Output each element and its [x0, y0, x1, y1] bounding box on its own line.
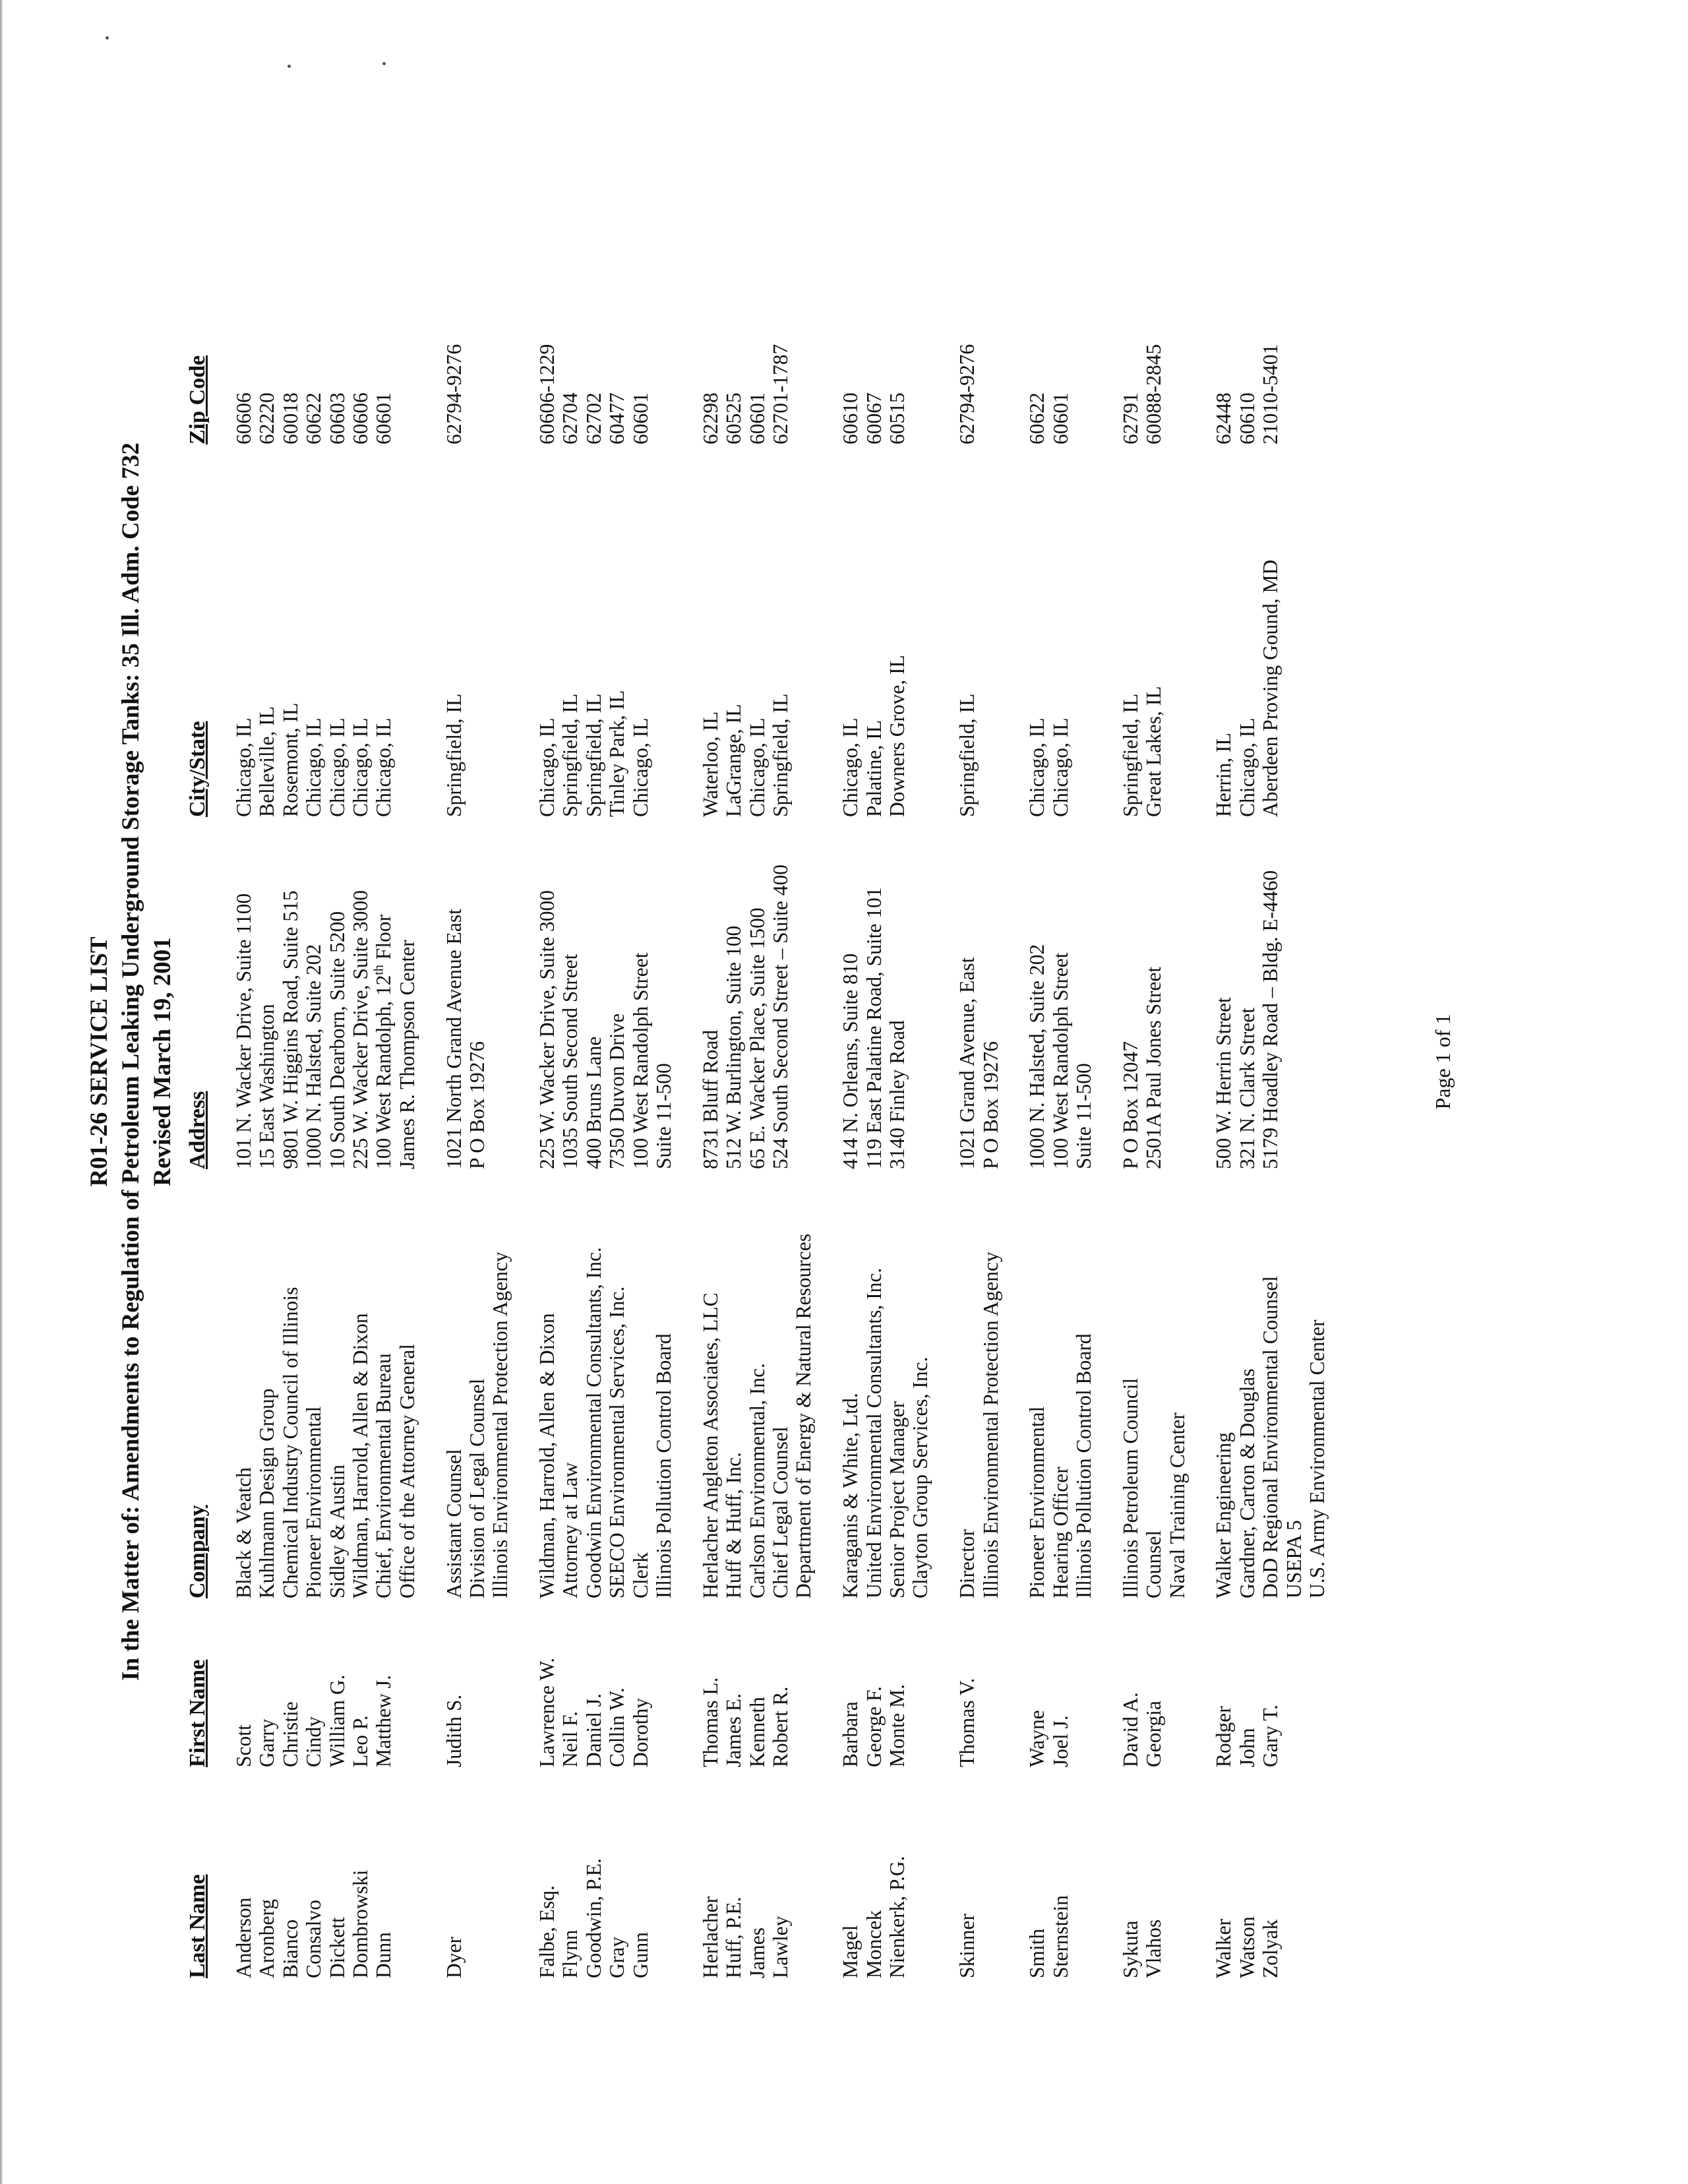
cell-first: Daniel J. — [582, 1693, 605, 1767]
row-spacer — [512, 119, 535, 1978]
cell-zip: 60067 — [862, 392, 886, 444]
cell-company: Illinois Environmental Protection Agency — [489, 1252, 512, 1598]
cell-last: James — [745, 1927, 769, 1978]
cell-zip: 62794-9276 — [955, 344, 979, 444]
cell-first: Collin W. — [605, 1687, 629, 1767]
cell-company: Wildman, Harrold, Allen & Dixon — [535, 1313, 559, 1598]
cell-address: Suite 11-500 — [1072, 1063, 1096, 1169]
table-row — [349, 119, 372, 1978]
cell-city: Aberdeen Proving Gound, MD — [1259, 559, 1282, 817]
cell-company: Office of the Attorney General — [395, 1343, 419, 1598]
table-row — [582, 119, 605, 1978]
cell-city: Chicago, IL — [372, 717, 396, 817]
table-row — [466, 119, 489, 1978]
table-row — [839, 119, 862, 1978]
table-row — [769, 119, 792, 1978]
cell-zip: 62701-1787 — [768, 344, 792, 444]
cell-zip: 62220 — [255, 392, 279, 444]
cell-first: David A. — [1118, 1692, 1142, 1767]
table-row — [1166, 119, 1189, 1978]
cell-company: Assistant Counsel — [442, 1449, 466, 1598]
cell-last: Dyer — [442, 1937, 466, 1978]
table-row — [955, 119, 979, 1978]
cell-city: Springfield, IL — [582, 693, 605, 817]
cell-zip: 62704 — [558, 392, 582, 444]
cell-last: Walker — [1212, 1918, 1236, 1978]
cell-first: John — [1235, 1728, 1259, 1767]
cell-city: Springfield, IL — [442, 693, 466, 817]
scan-speck — [287, 65, 291, 68]
cell-address: 7350 Duvon Drive — [605, 1013, 629, 1169]
column-header-first-name: First Name — [185, 1659, 210, 1767]
table-row — [1142, 119, 1165, 1978]
cell-last: Falbe, Esq. — [535, 1885, 559, 1978]
cell-first: Cindy — [302, 1716, 326, 1767]
cell-company: Herlacher Angleton Associates, LLC — [698, 1292, 722, 1598]
cell-company: SEECO Environmental Services, Inc. — [605, 1286, 629, 1598]
cell-address: 3140 Finley Road — [885, 1020, 909, 1169]
cell-company: Kuhlmann Design Group — [255, 1388, 279, 1598]
cell-company: Department of Energy & Natural Resources — [792, 1233, 816, 1598]
cell-zip: 60088-2845 — [1142, 344, 1166, 444]
cell-address: 1035 South Second Street — [558, 954, 582, 1169]
cell-last: Watson — [1235, 1916, 1259, 1978]
cell-zip: 60610 — [839, 392, 862, 444]
cell-zip: 62298 — [698, 392, 722, 444]
cell-zip: 62448 — [1212, 392, 1236, 444]
cell-last: Huff, P.E. — [722, 1896, 746, 1978]
cell-last: Goodwin, P.E. — [582, 1858, 605, 1978]
table-row — [1049, 119, 1072, 1978]
cell-first: Matthew J. — [372, 1675, 396, 1767]
cell-first: Barbara — [839, 1701, 862, 1767]
table-row — [255, 119, 278, 1978]
cell-company: Black & Veatch — [232, 1467, 255, 1598]
cell-first: Neil F. — [558, 1711, 582, 1767]
cell-first: William G. — [325, 1674, 349, 1767]
cell-zip: 60601 — [372, 392, 396, 444]
table-row — [605, 119, 628, 1978]
cell-city: Rosemont, IL — [278, 702, 302, 817]
cell-address: 100 West Randolph Street — [1048, 952, 1072, 1169]
cell-address: P O Box 12047 — [1118, 1041, 1142, 1169]
cell-address: 9801 W. Higgins Road, Suite 515 — [278, 890, 302, 1169]
cell-company: Naval Training Center — [1165, 1412, 1189, 1598]
cell-company: Attorney at Law — [558, 1462, 582, 1598]
cell-first: Thomas V. — [955, 1678, 979, 1767]
cell-last: Bianco — [278, 1919, 302, 1978]
cell-company: USEPA 5 — [1282, 1520, 1306, 1598]
cell-address: 500 W. Herrin Street — [1212, 997, 1236, 1169]
cell-address: 414 N. Orleans, Suite 810 — [839, 953, 862, 1169]
cell-zip: 62791 — [1118, 392, 1142, 444]
cell-company: Sidley & Austin — [325, 1464, 349, 1598]
cell-city: Chicago, IL — [348, 717, 372, 817]
cell-first: Judith S. — [442, 1694, 466, 1767]
table-row — [629, 119, 652, 1978]
cell-city: Chicago, IL — [232, 717, 255, 817]
cell-first: Leo P. — [348, 1715, 372, 1767]
cell-address: Suite 11-500 — [652, 1063, 676, 1169]
cell-city: LaGrange, IL — [722, 704, 746, 817]
cell-last: Skinner — [955, 1914, 979, 1978]
cell-company: Carlson Environmental, Inc. — [745, 1363, 769, 1598]
cell-company: Wildman, Harrold, Allen & Dixon — [348, 1313, 372, 1598]
cell-last: Sternstein — [1048, 1895, 1072, 1978]
cell-last: Vlahos — [1142, 1919, 1166, 1978]
table-row — [1119, 119, 1142, 1978]
cell-city: Downers Grove, IL — [885, 655, 909, 817]
table-row — [302, 119, 325, 1978]
cell-first: Thomas L. — [698, 1677, 722, 1767]
cell-company: Chemical Industry Council of Illinois — [278, 1287, 302, 1598]
cell-company: Chief, Environmental Bureau — [372, 1353, 396, 1598]
document-revised-date: Revised March 19, 2001 — [149, 937, 176, 1186]
row-spacer — [816, 119, 839, 1978]
cell-first: Gary T. — [1259, 1704, 1282, 1767]
table-row — [372, 119, 395, 1978]
cell-first: George F. — [862, 1686, 886, 1767]
document-matter: In the Matter of: Amendments to Regulation of Petroleum Leaking Underground Storage Tanks: 35 Ill. Adm. Code 732 — [117, 442, 144, 1681]
table-row — [396, 119, 419, 1978]
cell-zip: 60622 — [302, 392, 326, 444]
table-row — [558, 119, 582, 1978]
cell-address: 512 W. Burlington, Suite 100 — [722, 925, 746, 1169]
cell-city: Chicago, IL — [535, 717, 559, 817]
document-title: R01-26 SERVICE LIST — [86, 936, 113, 1187]
service-list-page — [66, 106, 1490, 2018]
table-row — [886, 119, 909, 1978]
table-row — [489, 119, 512, 1978]
table-row — [1259, 119, 1282, 1978]
scan-speck — [382, 62, 386, 65]
cell-zip: 60606 — [232, 392, 255, 444]
cell-company: Division of Legal Counsel — [465, 1378, 489, 1598]
cell-address: 524 South Second Street – Suite 400 — [768, 864, 792, 1169]
table-body — [232, 119, 1329, 1978]
cell-first: Lawrence W. — [535, 1657, 559, 1767]
cell-first: Rodger — [1212, 1706, 1236, 1767]
cell-city: Springfield, IL — [955, 693, 979, 817]
row-spacer — [1095, 119, 1118, 1978]
cell-last: Herlacher — [698, 1896, 722, 1978]
table-row — [746, 119, 769, 1978]
cell-last: Sykuta — [1118, 1920, 1142, 1978]
cell-last: Magel — [839, 1925, 862, 1978]
table-row — [652, 119, 675, 1978]
cell-zip: 21010-5401 — [1259, 344, 1282, 444]
cell-zip: 60622 — [1025, 392, 1049, 444]
cell-address: 15 East Washington — [255, 1004, 279, 1169]
table-row — [326, 119, 349, 1978]
cell-first: Wayne — [1025, 1710, 1049, 1767]
cell-first: Christie — [278, 1701, 302, 1767]
cell-company: Walker Engineering — [1212, 1432, 1236, 1598]
column-header-company: Company — [185, 1505, 210, 1598]
cell-zip: 60601 — [745, 392, 769, 444]
cell-last: Dunn — [372, 1932, 396, 1978]
cell-last: Aronberg — [255, 1898, 279, 1978]
cell-address: 400 Bruns Lane — [582, 1036, 605, 1169]
table-row — [1025, 119, 1048, 1978]
cell-first: Kenneth — [745, 1697, 769, 1767]
cell-company: Illinois Pollution Control Board — [652, 1333, 676, 1598]
table-row — [1212, 119, 1235, 1978]
cell-first: Scott — [232, 1724, 255, 1767]
cell-address: 10 South Dearborn, Suite 5200 — [325, 911, 349, 1169]
cell-company: Clayton Group Services, Inc. — [909, 1356, 932, 1598]
column-header-city-state: City/State — [185, 721, 210, 817]
cell-last: Moncek — [862, 1910, 886, 1978]
cell-company: Illinois Environmental Protection Agency — [979, 1252, 1002, 1598]
table-row — [232, 119, 255, 1978]
cell-first: Garry — [255, 1718, 279, 1767]
cell-last: Consalvo — [302, 1899, 326, 1978]
cell-zip: 60515 — [885, 392, 909, 444]
cell-company: Counsel — [1142, 1530, 1166, 1598]
cell-first: Monte M. — [885, 1684, 909, 1767]
table-row — [722, 119, 745, 1978]
cell-zip: 60601 — [628, 392, 652, 444]
cell-zip: 62794-9276 — [442, 344, 466, 444]
cell-company: Illinois Pollution Control Board — [1072, 1333, 1096, 1598]
cell-city: Tinley Park, IL — [605, 690, 629, 817]
cell-company: Pioneer Environmental — [1025, 1406, 1049, 1598]
cell-zip: 60018 — [278, 392, 302, 444]
cell-address: P O Box 19276 — [979, 1041, 1002, 1169]
cell-zip: 60525 — [722, 392, 746, 444]
cell-company: Gardner, Carton & Douglas — [1235, 1368, 1259, 1598]
cell-zip: 60603 — [325, 392, 349, 444]
table-row — [1072, 119, 1095, 1978]
cell-company: DoD Regional Environmental Counsel — [1259, 1275, 1282, 1598]
cell-company: Karaganis & White, Ltd. — [839, 1393, 862, 1598]
cell-address: James R. Thompson Center — [395, 940, 419, 1169]
cell-city: Springfield, IL — [768, 693, 792, 817]
row-spacer — [1002, 119, 1025, 1978]
cell-company: U.S. Army Environmental Center — [1305, 1320, 1329, 1598]
cell-company: Clerk — [628, 1552, 652, 1598]
cell-address: 5179 Hoadley Road – Bldg. E-4460 — [1259, 870, 1282, 1169]
cell-address: 2501A Paul Jones Street — [1142, 966, 1166, 1169]
cell-address: 1021 North Grand Avenue East — [442, 909, 466, 1169]
cell-zip: 60606-1229 — [535, 344, 559, 444]
column-header-address: Address — [185, 1091, 210, 1169]
cell-first: Dorothy — [628, 1698, 652, 1767]
cell-last: Dombrowski — [348, 1869, 372, 1978]
cell-company: Goodwin Environmental Consultants, Inc. — [582, 1247, 605, 1598]
cell-company: Hearing Officer — [1048, 1467, 1072, 1598]
column-header-zip-code: Zip Code — [185, 355, 210, 444]
cell-first: James E. — [722, 1693, 746, 1767]
cell-last: Anderson — [232, 1897, 255, 1978]
cell-zip: 62702 — [582, 392, 605, 444]
cell-address: 100 West Randolph, 12th Floor — [371, 914, 396, 1169]
cell-city: Chicago, IL — [302, 717, 326, 817]
cell-city: Belleville, IL — [255, 706, 279, 817]
cell-address: P O Box 19276 — [465, 1041, 489, 1169]
cell-last: Flynn — [558, 1929, 582, 1978]
cell-zip: 60601 — [1048, 392, 1072, 444]
table-row — [442, 119, 466, 1978]
row-spacer — [675, 119, 698, 1978]
cell-city: Chicago, IL — [839, 717, 862, 817]
cell-company: Illinois Petroleum Council — [1118, 1378, 1142, 1598]
cell-company: Pioneer Environmental — [302, 1406, 326, 1598]
cell-city: Springfield, IL — [1118, 693, 1142, 817]
cell-last: Nienkerk, P.G. — [885, 1856, 909, 1978]
table-row — [1236, 119, 1259, 1978]
cell-last: Smith — [1025, 1928, 1049, 1978]
cell-zip: 60610 — [1235, 392, 1259, 444]
table-row — [1306, 119, 1329, 1978]
table-row — [535, 119, 558, 1978]
table-row — [792, 119, 815, 1978]
cell-address: 119 East Palatine Road, Suite 101 — [862, 887, 886, 1169]
cell-city: Chicago, IL — [325, 717, 349, 817]
cell-city: Palatine, IL — [862, 720, 886, 817]
cell-address: 65 E. Wacker Place, Suite 1500 — [745, 907, 769, 1169]
cell-city: Chicago, IL — [628, 717, 652, 817]
table-row — [1282, 119, 1306, 1978]
cell-address: 101 N. Wacker Drive, Suite 1100 — [232, 893, 255, 1169]
cell-first: Robert R. — [768, 1686, 792, 1767]
cell-address: 225 W. Wacker Drive, Suite 3000 — [348, 890, 372, 1169]
row-spacer — [1189, 119, 1212, 1978]
cell-last: Zolyak — [1259, 1919, 1282, 1978]
cell-city: Waterloo, IL — [698, 711, 722, 817]
table-row — [699, 119, 722, 1978]
cell-first: Joel J. — [1048, 1715, 1072, 1767]
scan-edge — [0, 0, 3, 2184]
cell-address: 8731 Bluff Road — [698, 1029, 722, 1169]
cell-city: Chicago, IL — [1048, 717, 1072, 817]
cell-address: 1000 N. Halsted, Suite 202 — [1025, 944, 1049, 1169]
cell-company: Director — [955, 1529, 979, 1598]
table-row — [279, 119, 302, 1978]
table-row — [979, 119, 1002, 1978]
cell-city: Chicago, IL — [1025, 717, 1049, 817]
scan-speck — [106, 36, 109, 40]
table-row — [862, 119, 886, 1978]
cell-address: 100 West Randolph Street — [628, 952, 652, 1169]
cell-company: Senior Project Manager — [885, 1401, 909, 1598]
cell-company: Chief Legal Counsel — [768, 1426, 792, 1598]
cell-last: Dickett — [325, 1917, 349, 1978]
page-number: Page 1 of 1 — [1431, 1014, 1455, 1110]
row-spacer — [932, 119, 955, 1978]
cell-address: 321 N. Clark Street — [1235, 1008, 1259, 1169]
cell-city: Springfield, IL — [558, 693, 582, 817]
column-header-last-name: Last Name — [185, 1874, 210, 1978]
cell-address: 225 W. Wacker Drive, Suite 3000 — [535, 890, 559, 1169]
cell-company: Huff & Huff, Inc. — [722, 1452, 746, 1598]
cell-zip: 60477 — [605, 392, 629, 444]
cell-city: Great Lakes, IL — [1142, 686, 1166, 817]
cell-address: 1000 N. Halsted, Suite 202 — [302, 944, 326, 1169]
cell-last: Gray — [605, 1937, 629, 1978]
cell-city: Chicago, IL — [745, 717, 769, 817]
row-spacer — [419, 119, 442, 1978]
cell-zip: 60606 — [348, 392, 372, 444]
cell-last: Lawley — [768, 1916, 792, 1978]
cell-last: Gunn — [628, 1932, 652, 1978]
table-row — [909, 119, 932, 1978]
cell-first: Georgia — [1142, 1701, 1166, 1767]
cell-company: United Environmental Consultants, Inc. — [862, 1267, 886, 1598]
cell-city: Chicago, IL — [1235, 717, 1259, 817]
cell-city: Herrin, IL — [1212, 733, 1236, 817]
cell-address: 1021 Grand Avenue, East — [955, 957, 979, 1169]
